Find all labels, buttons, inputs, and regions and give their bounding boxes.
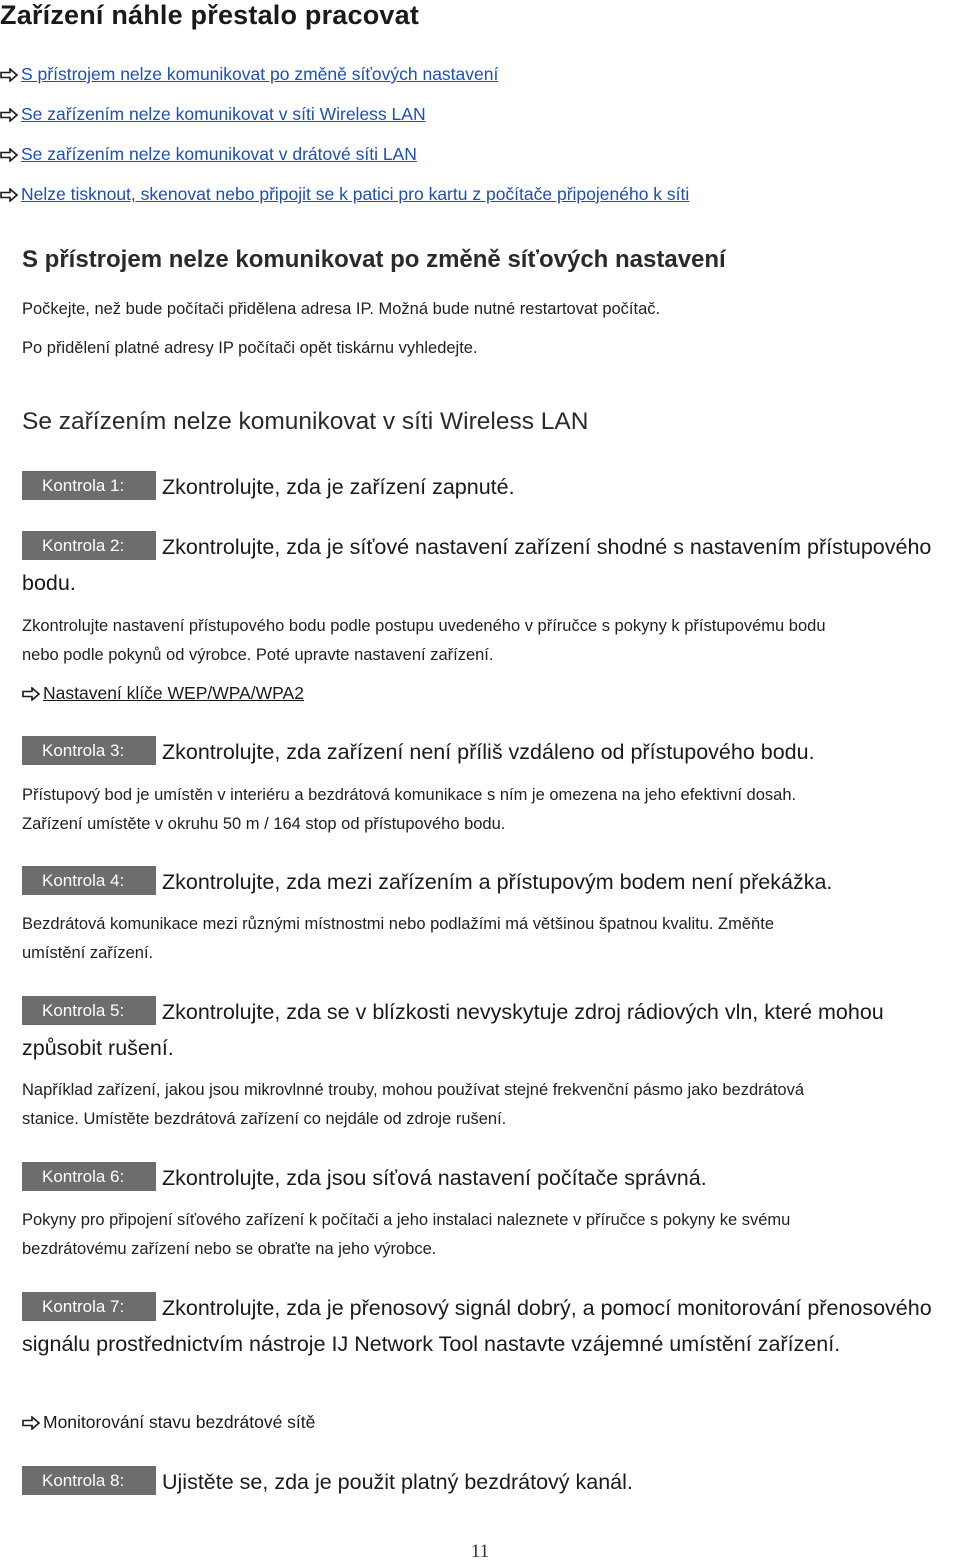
toc-link-network-change[interactable]	[0, 64, 498, 85]
link-wireless-status-monitor[interactable]	[22, 1412, 315, 1433]
paragraph: bezdrátovému zařízení nebo se obraťte na jeho výrobce.	[22, 1240, 437, 1258]
arrow-right-icon	[0, 148, 18, 162]
check-text: Zkontrolujte, zda je zařízení zapnuté.	[162, 475, 515, 499]
check-badge: Kontrola 4:	[22, 866, 156, 895]
arrow-right-icon	[0, 68, 18, 82]
check-text: Zkontrolujte, zda je přenosový signál dobrý, a pomocí monitorování přenosového signálu prostřednictvím nástroje IJ Network Tool nastavte vzájemné umístění zařízení.	[22, 1296, 932, 1356]
check-badge: Kontrola 7:	[22, 1292, 156, 1321]
check-badge: Kontrola 2:	[22, 531, 156, 560]
check-text: Zkontrolujte, zda zařízení není příliš vzdáleno od přístupového bodu.	[162, 740, 815, 764]
arrow-right-icon	[22, 687, 40, 701]
toc-link-wireless-lan[interactable]	[0, 104, 426, 125]
check-text: Zkontrolujte, zda jsou síťová nastavení počítače správná.	[162, 1166, 707, 1190]
page-title: Zařízení náhle přestalo pracovat	[0, 0, 420, 30]
toc-link-cannot-print[interactable]	[0, 184, 689, 205]
check-badge: Kontrola 5:	[22, 996, 156, 1025]
toc-link-label: S přístrojem nelze komunikovat po změně síťových nastavení	[21, 64, 499, 84]
toc-link-label: Se zařízením nelze komunikovat v drátové síti LAN	[21, 144, 417, 164]
toc-link-label: Nelze tisknout, skenovat nebo připojit se k patici pro kartu z počítače připojeného k síti	[21, 184, 690, 204]
paragraph: umístění zařízení.	[22, 944, 154, 962]
link-wep-wpa-key[interactable]	[22, 683, 304, 704]
toc-link-label: Se zařízením nelze komunikovat v síti Wireless LAN	[21, 104, 426, 124]
section-heading: Se zařízením nelze komunikovat v síti Wireless LAN	[22, 408, 589, 435]
paragraph: stanice. Umístěte bezdrátová zařízení co nejdále od zdroje rušení.	[22, 1110, 507, 1128]
paragraph: Zařízení umístěte v okruhu 50 m / 164 stop od přístupového bodu.	[22, 815, 506, 833]
link-label: Nastavení klíče WEP/WPA/WPA2	[43, 683, 304, 703]
paragraph: nebo podle pokynů od výrobce. Poté upravte nastavení zařízení.	[22, 646, 494, 664]
check-text: Zkontrolujte, zda se v blízkosti nevyskytuje zdroj rádiových vln, které mohou způsobit rušení.	[22, 1000, 884, 1060]
paragraph: Přístupový bod je umístěn v interiéru a bezdrátová komunikace s ním je omezena na jeho efektivní dosah.	[22, 786, 797, 804]
paragraph: Pokyny pro připojení síťového zařízení k počítači a jeho instalaci naleznete v příručce s pokyny ke svému	[22, 1211, 791, 1229]
arrow-right-icon	[22, 1416, 40, 1430]
check-badge: Kontrola 1:	[22, 471, 156, 500]
arrow-right-icon	[0, 188, 18, 202]
paragraph: Po přidělení platné adresy IP počítači opět tiskárnu vyhledejte.	[22, 339, 478, 357]
check-badge: Kontrola 6:	[22, 1162, 156, 1191]
paragraph: Počkejte, než bude počítači přidělena adresa IP. Možná bude nutné restartovat počítač.	[22, 300, 661, 318]
page-number: 11	[470, 1541, 490, 1562]
check-badge: Kontrola 8:	[22, 1466, 156, 1495]
link-label: Monitorování stavu bezdrátové sítě	[43, 1412, 316, 1432]
paragraph: Zkontrolujte nastavení přístupového bodu podle postupu uvedeného v příručce s pokyny k přístupovému bodu	[22, 617, 826, 635]
paragraph: Bezdrátová komunikace mezi různými místnostmi nebo podlažími má většinou špatnou kvalitu. Změňte	[22, 915, 774, 933]
check-text: Ujistěte se, zda je použit platný bezdrátový kanál.	[162, 1470, 633, 1494]
section-heading: S přístrojem nelze komunikovat po změně síťových nastavení	[22, 246, 726, 273]
check-badge: Kontrola 3:	[22, 736, 156, 765]
check-text: Zkontrolujte, zda je síťové nastavení zařízení shodné s nastavením přístupového bodu.	[22, 535, 932, 595]
check-text: Zkontrolujte, zda mezi zařízením a přístupovým bodem není překážka.	[162, 870, 833, 894]
toc-link-wired-lan[interactable]	[0, 144, 417, 165]
arrow-right-icon	[0, 108, 18, 122]
paragraph: Například zařízení, jakou jsou mikrovlnné trouby, mohou používat stejné frekvenční pásmo jako bezdrátová	[22, 1081, 805, 1099]
